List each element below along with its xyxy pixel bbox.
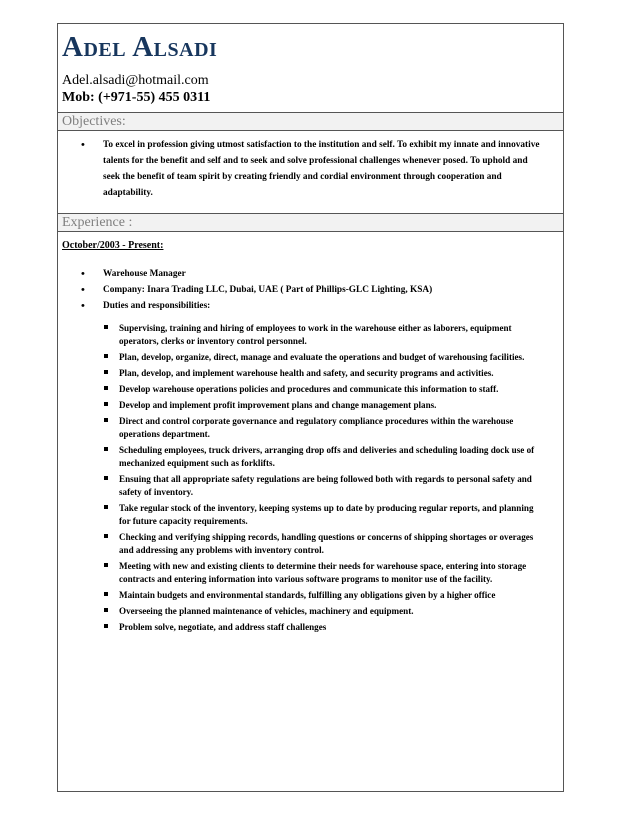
duty-item bbox=[62, 383, 542, 396]
duties-list bbox=[62, 322, 542, 637]
duty-text: Problem solve, negotiate, and address staff challenges bbox=[119, 622, 327, 632]
duty-text: Checking and verifying shipping records, handling questions or concerns of shipping shortages or overages and addressing any problems with inventory control. bbox=[119, 532, 534, 555]
duty-item bbox=[62, 322, 542, 348]
duty-item bbox=[62, 367, 542, 380]
company-line: Company: Inara Trading LLC, Dubai, UAE ( Part of Phillips-GLC Lighting, KSA) bbox=[103, 285, 433, 295]
square-bullet-icon bbox=[104, 447, 108, 451]
square-bullet-icon bbox=[104, 624, 108, 628]
duty-text: Direct and control corporate governance and regulatory compliance procedures within the warehouse operations department. bbox=[119, 416, 514, 439]
duty-text: Take regular stock of the inventory, keeping systems up to date by producing regular reports, and planning for future capacity requirements. bbox=[119, 503, 534, 526]
duty-text: Develop warehouse operations policies and procedures and communicate this information to staff. bbox=[119, 384, 499, 394]
duty-item bbox=[62, 351, 542, 364]
list-item bbox=[62, 266, 542, 282]
objectives-heading: Objectives: bbox=[62, 114, 126, 129]
square-bullet-icon bbox=[104, 386, 108, 390]
duty-item bbox=[62, 473, 542, 499]
square-bullet-icon bbox=[104, 402, 108, 406]
objective-text: To excel in profession giving utmost satisfaction to the institution and self. To exhibit my innate and innovative talents for the benefit and self and to seek and solve professional challenges whenever posed. To uphold and seek the benefit of team spirit by creating friendly and cordial environment through cooperation and adaptability. bbox=[103, 140, 540, 198]
candidate-name: Adel Alsadi bbox=[62, 31, 218, 63]
job-title: Warehouse Manager bbox=[103, 269, 186, 279]
duty-text: Ensuing that all appropriate safety regulations are being followed both with regards to personal safety and safety of inventory. bbox=[119, 474, 532, 497]
duties-heading: Duties and responsibilities: bbox=[103, 301, 211, 311]
email-address: Adel.alsadi@hotmail.com bbox=[62, 73, 209, 88]
objectives-list bbox=[62, 137, 542, 201]
duty-item bbox=[62, 589, 542, 602]
square-bullet-icon bbox=[104, 608, 108, 612]
bullet-dot-icon: • bbox=[81, 284, 85, 296]
list-item bbox=[62, 298, 542, 314]
duty-text: Plan, develop, organize, direct, manage and evaluate the operations and budget of warehousing facilities. bbox=[119, 352, 525, 362]
bullet-dot-icon: • bbox=[81, 300, 85, 312]
square-bullet-icon bbox=[104, 370, 108, 374]
duty-text: Develop and implement profit improvement plans and change management plans. bbox=[119, 400, 437, 410]
duty-text: Overseeing the planned maintenance of vehicles, machinery and equipment. bbox=[119, 606, 414, 616]
duty-item bbox=[62, 444, 542, 470]
duty-text: Scheduling employees, truck drivers, arranging drop offs and deliveries and scheduling loading dock use of mechanized equipment such as forklifts. bbox=[119, 445, 535, 468]
duty-item bbox=[62, 502, 542, 528]
duty-text: Meeting with new and existing clients to determine their needs for warehouse space, entering into storage contracts and entering information into various software programs to monitor use of the facility. bbox=[119, 561, 527, 584]
square-bullet-icon bbox=[104, 534, 108, 538]
duty-text: Maintain budgets and environmental standards, fulfilling any obligations given by a higher office bbox=[119, 590, 496, 600]
resume-header bbox=[62, 30, 552, 107]
duty-text: Plan, develop, and implement warehouse health and safety, and security programs and activities. bbox=[119, 368, 494, 378]
list-item bbox=[62, 282, 542, 298]
bullet-dot-icon: • bbox=[81, 139, 85, 151]
experience-period: October/2003 - Present: bbox=[62, 240, 164, 251]
duty-text: Supervising, training and hiring of employees to work in the warehouse either as laborers, equipment operators, clerks or inventory control personnel. bbox=[119, 323, 512, 346]
square-bullet-icon bbox=[104, 325, 108, 329]
objective-item bbox=[62, 137, 542, 201]
square-bullet-icon bbox=[104, 418, 108, 422]
mobile-number: Mob: (+971-55) 455 0311 bbox=[62, 90, 211, 105]
duty-item bbox=[62, 560, 542, 586]
square-bullet-icon bbox=[104, 505, 108, 509]
duty-item bbox=[62, 415, 542, 441]
bullet-dot-icon: • bbox=[81, 268, 85, 280]
square-bullet-icon bbox=[104, 476, 108, 480]
duty-item bbox=[62, 605, 542, 618]
duty-item bbox=[62, 531, 542, 557]
square-bullet-icon bbox=[104, 592, 108, 596]
duty-item bbox=[62, 399, 542, 412]
experience-section-bar bbox=[58, 213, 563, 232]
square-bullet-icon bbox=[104, 354, 108, 358]
objectives-section-bar bbox=[58, 112, 563, 131]
experience-heading: Experience : bbox=[62, 215, 133, 230]
experience-summary-list bbox=[62, 266, 542, 314]
square-bullet-icon bbox=[104, 563, 108, 567]
duty-item bbox=[62, 621, 542, 634]
